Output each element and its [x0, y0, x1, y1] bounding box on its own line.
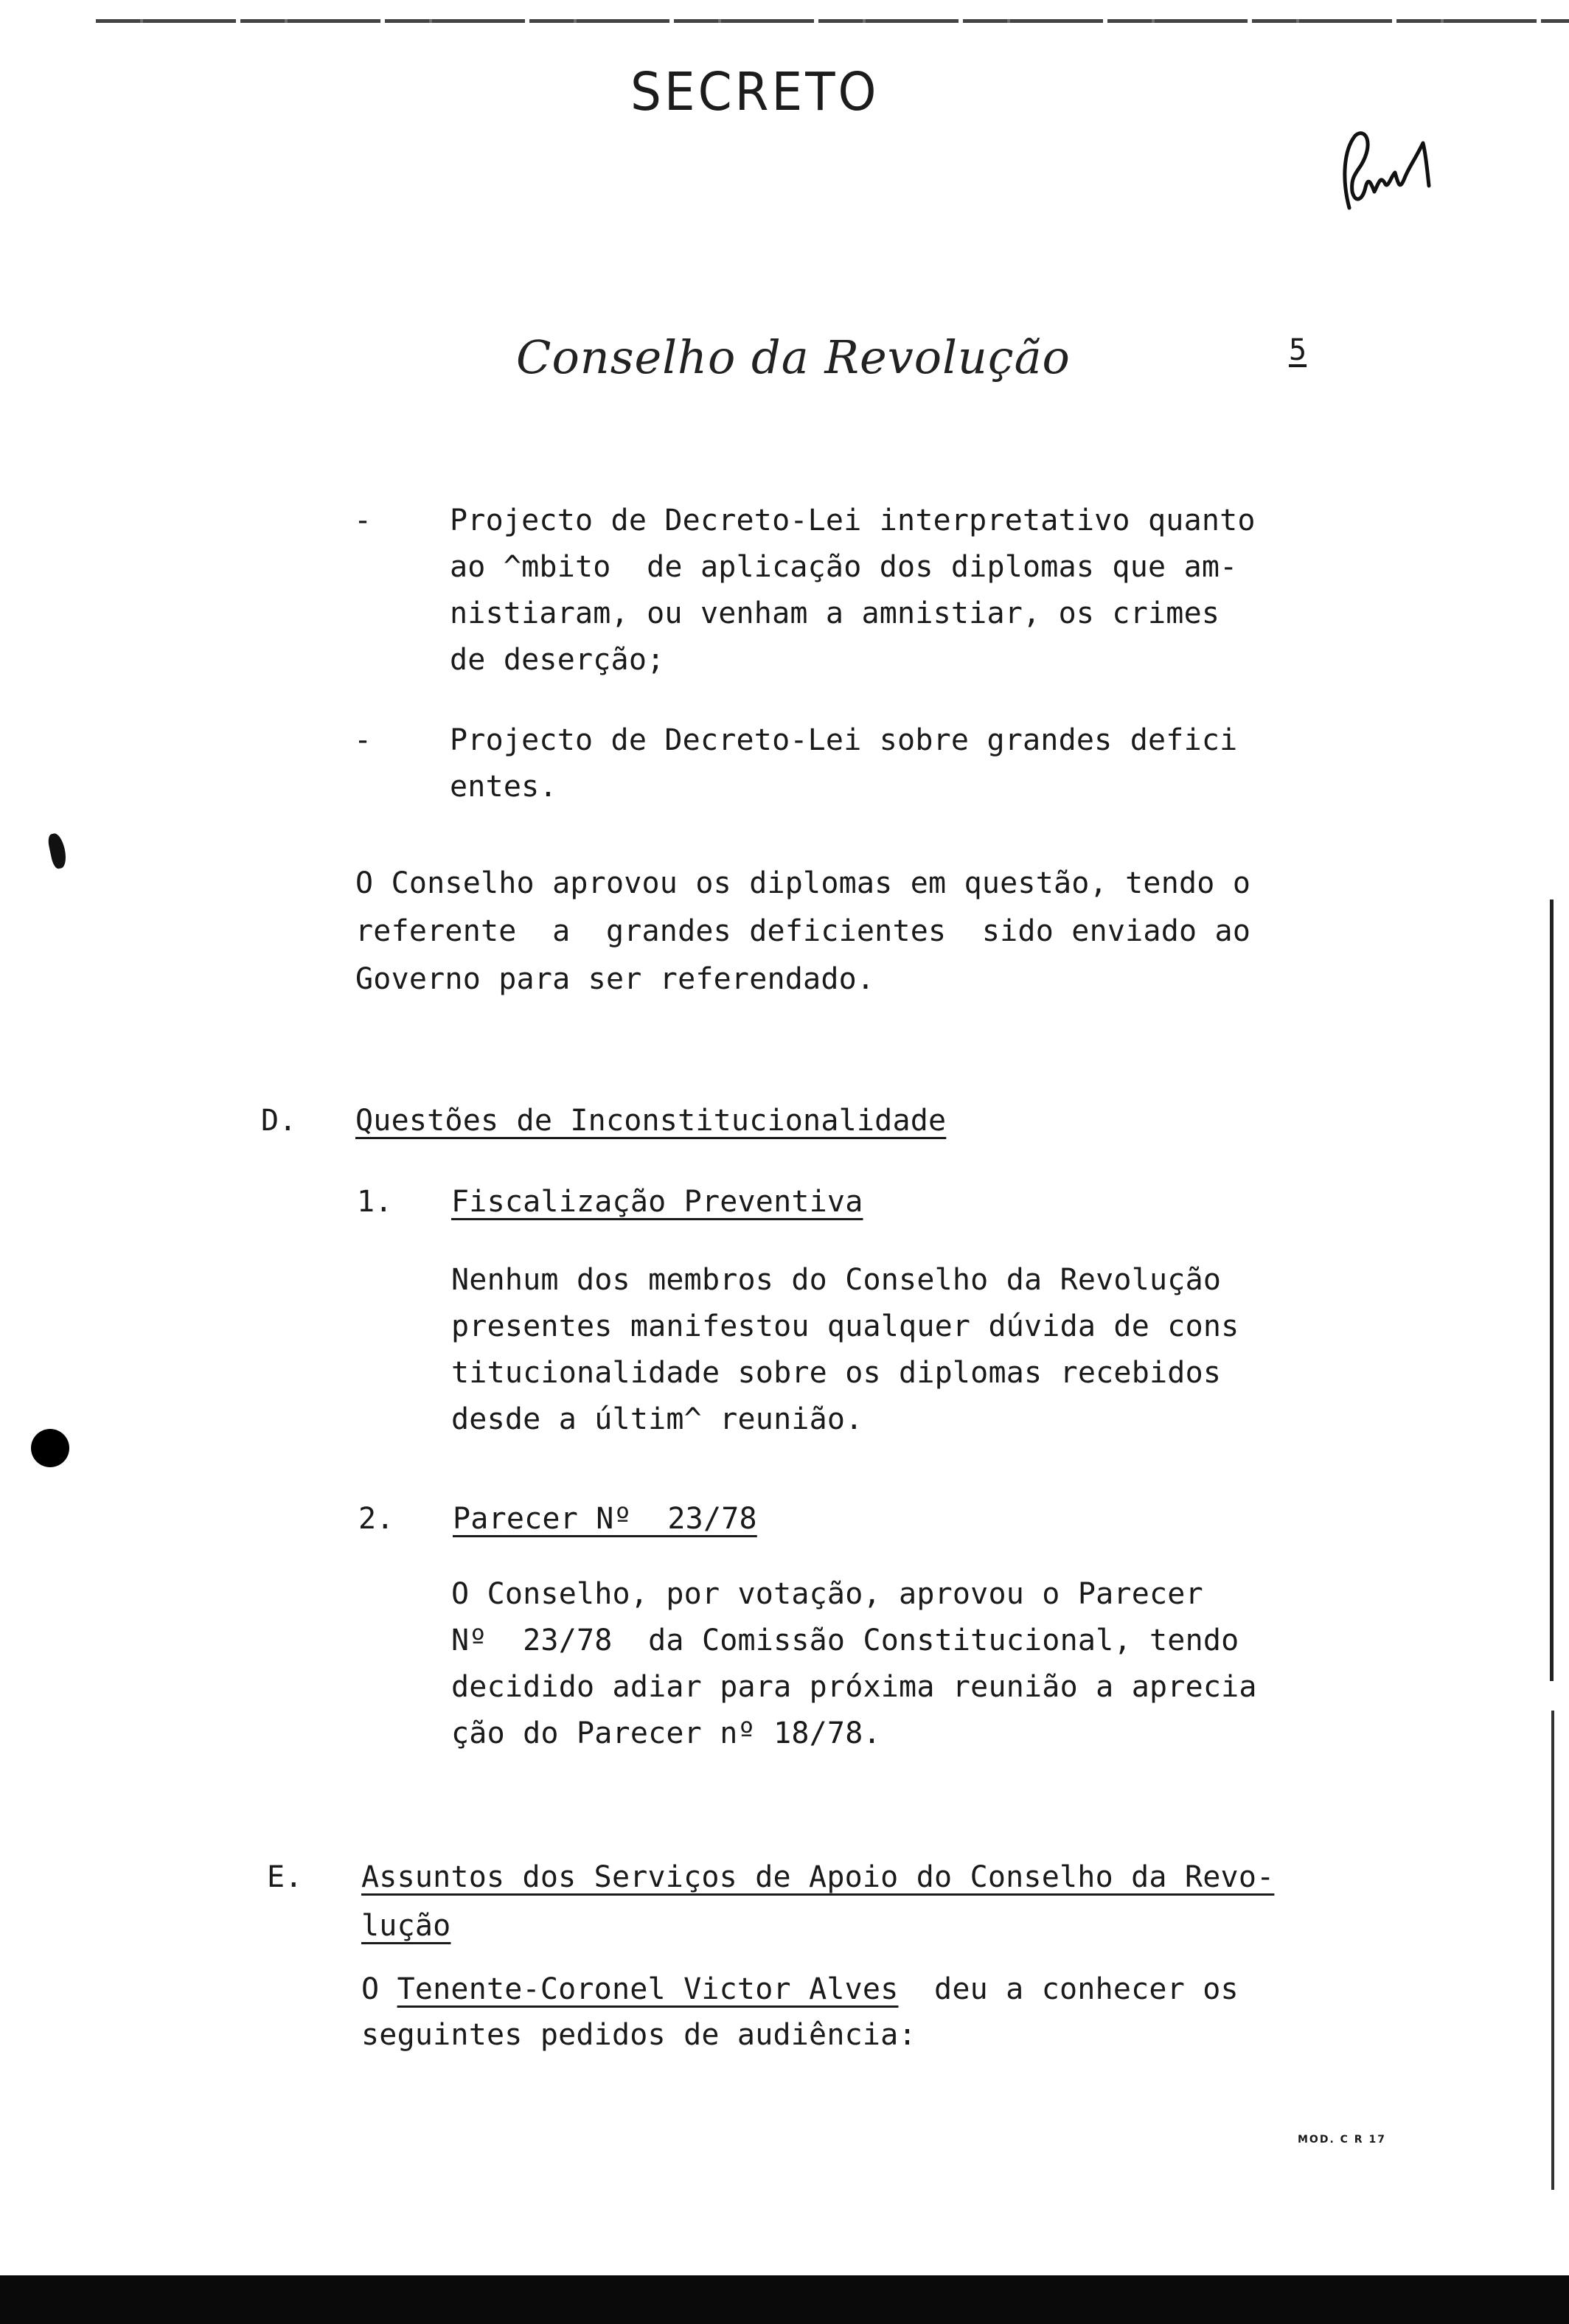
page-number: 5: [1289, 333, 1307, 367]
scan-right-edge: [1550, 900, 1554, 1681]
list-bullet: -: [354, 723, 372, 757]
scan-bottom-band: [0, 2275, 1569, 2324]
paragraph-line: Governo para ser referendado.: [355, 962, 875, 996]
handwritten-initials: [1336, 121, 1447, 232]
section-title-continued: lução: [361, 1909, 451, 1943]
paragraph-line: seguintes pedidos de audiência:: [361, 2018, 916, 2052]
subsection-title: Fiscalização Preventiva: [451, 1185, 863, 1219]
list-bullet: -: [354, 504, 372, 537]
item-line: Projecto de Decreto-Lei sobre grandes defici: [450, 723, 1238, 757]
paragraph-line: presentes manifestou qualquer dúvida de cons: [451, 1309, 1239, 1343]
intro-prefix: O: [361, 1972, 397, 2006]
item-line: nistiaram, ou venham a amnistiar, os crimes: [450, 596, 1220, 630]
subsection-number: 2.: [358, 1502, 394, 1536]
paragraph-line: referente a grandes deficientes sido enviado ao: [355, 914, 1251, 948]
scan-right-edge-lower: [1551, 1711, 1554, 2190]
form-code: MOD. C R 17: [1298, 2134, 1386, 2146]
classification-stamp: SECRETO: [630, 60, 880, 123]
paragraph-line: O Conselho aprovou os diplomas em questão, tendo o: [355, 866, 1251, 900]
item-line: ao ^mbito de aplicação dos diplomas que am-: [450, 550, 1238, 584]
section-letter: D.: [261, 1104, 297, 1138]
letterhead-title: Conselho da Revolução: [516, 330, 1071, 384]
subsection-title: Parecer Nº 23/78: [453, 1502, 757, 1536]
section-title: Questões de Inconstitucionalidade: [355, 1104, 947, 1138]
paragraph-line: decidido adiar para próxima reunião a aprecia: [451, 1670, 1257, 1704]
scan-margin-mark: [46, 832, 69, 869]
paragraph-line: Nº 23/78 da Comissão Constitucional, tendo: [451, 1624, 1239, 1657]
paragraph-line: O Conselho, por votação, aprovou o Parecer: [451, 1577, 1203, 1611]
section-letter: E.: [267, 1860, 303, 1894]
intro-suffix: deu a conhecer os: [898, 1972, 1239, 2006]
scan-top-rule: [96, 19, 1569, 23]
paragraph-line: titucionalidade sobre os diplomas recebidos: [451, 1356, 1222, 1390]
item-line: Projecto de Decreto-Lei interpretativo quanto: [450, 504, 1256, 537]
punch-hole: [31, 1429, 69, 1467]
subsection-number: 1.: [357, 1185, 393, 1219]
item-line: de deserção;: [450, 643, 665, 677]
paragraph-line: [361, 1972, 1239, 2006]
paragraph-line: Nenhum dos membros do Conselho da Revolução: [451, 1263, 1222, 1297]
paragraph-line: ção do Parecer nº 18/78.: [451, 1716, 881, 1750]
section-title: Assuntos dos Serviços de Apoio do Conselho da Revo-: [361, 1860, 1275, 1894]
person-name: Tenente-Coronel Victor Alves: [397, 1972, 899, 2006]
item-line: entes.: [450, 770, 557, 804]
paragraph-line: desde a últim^ reunião.: [451, 1402, 863, 1436]
